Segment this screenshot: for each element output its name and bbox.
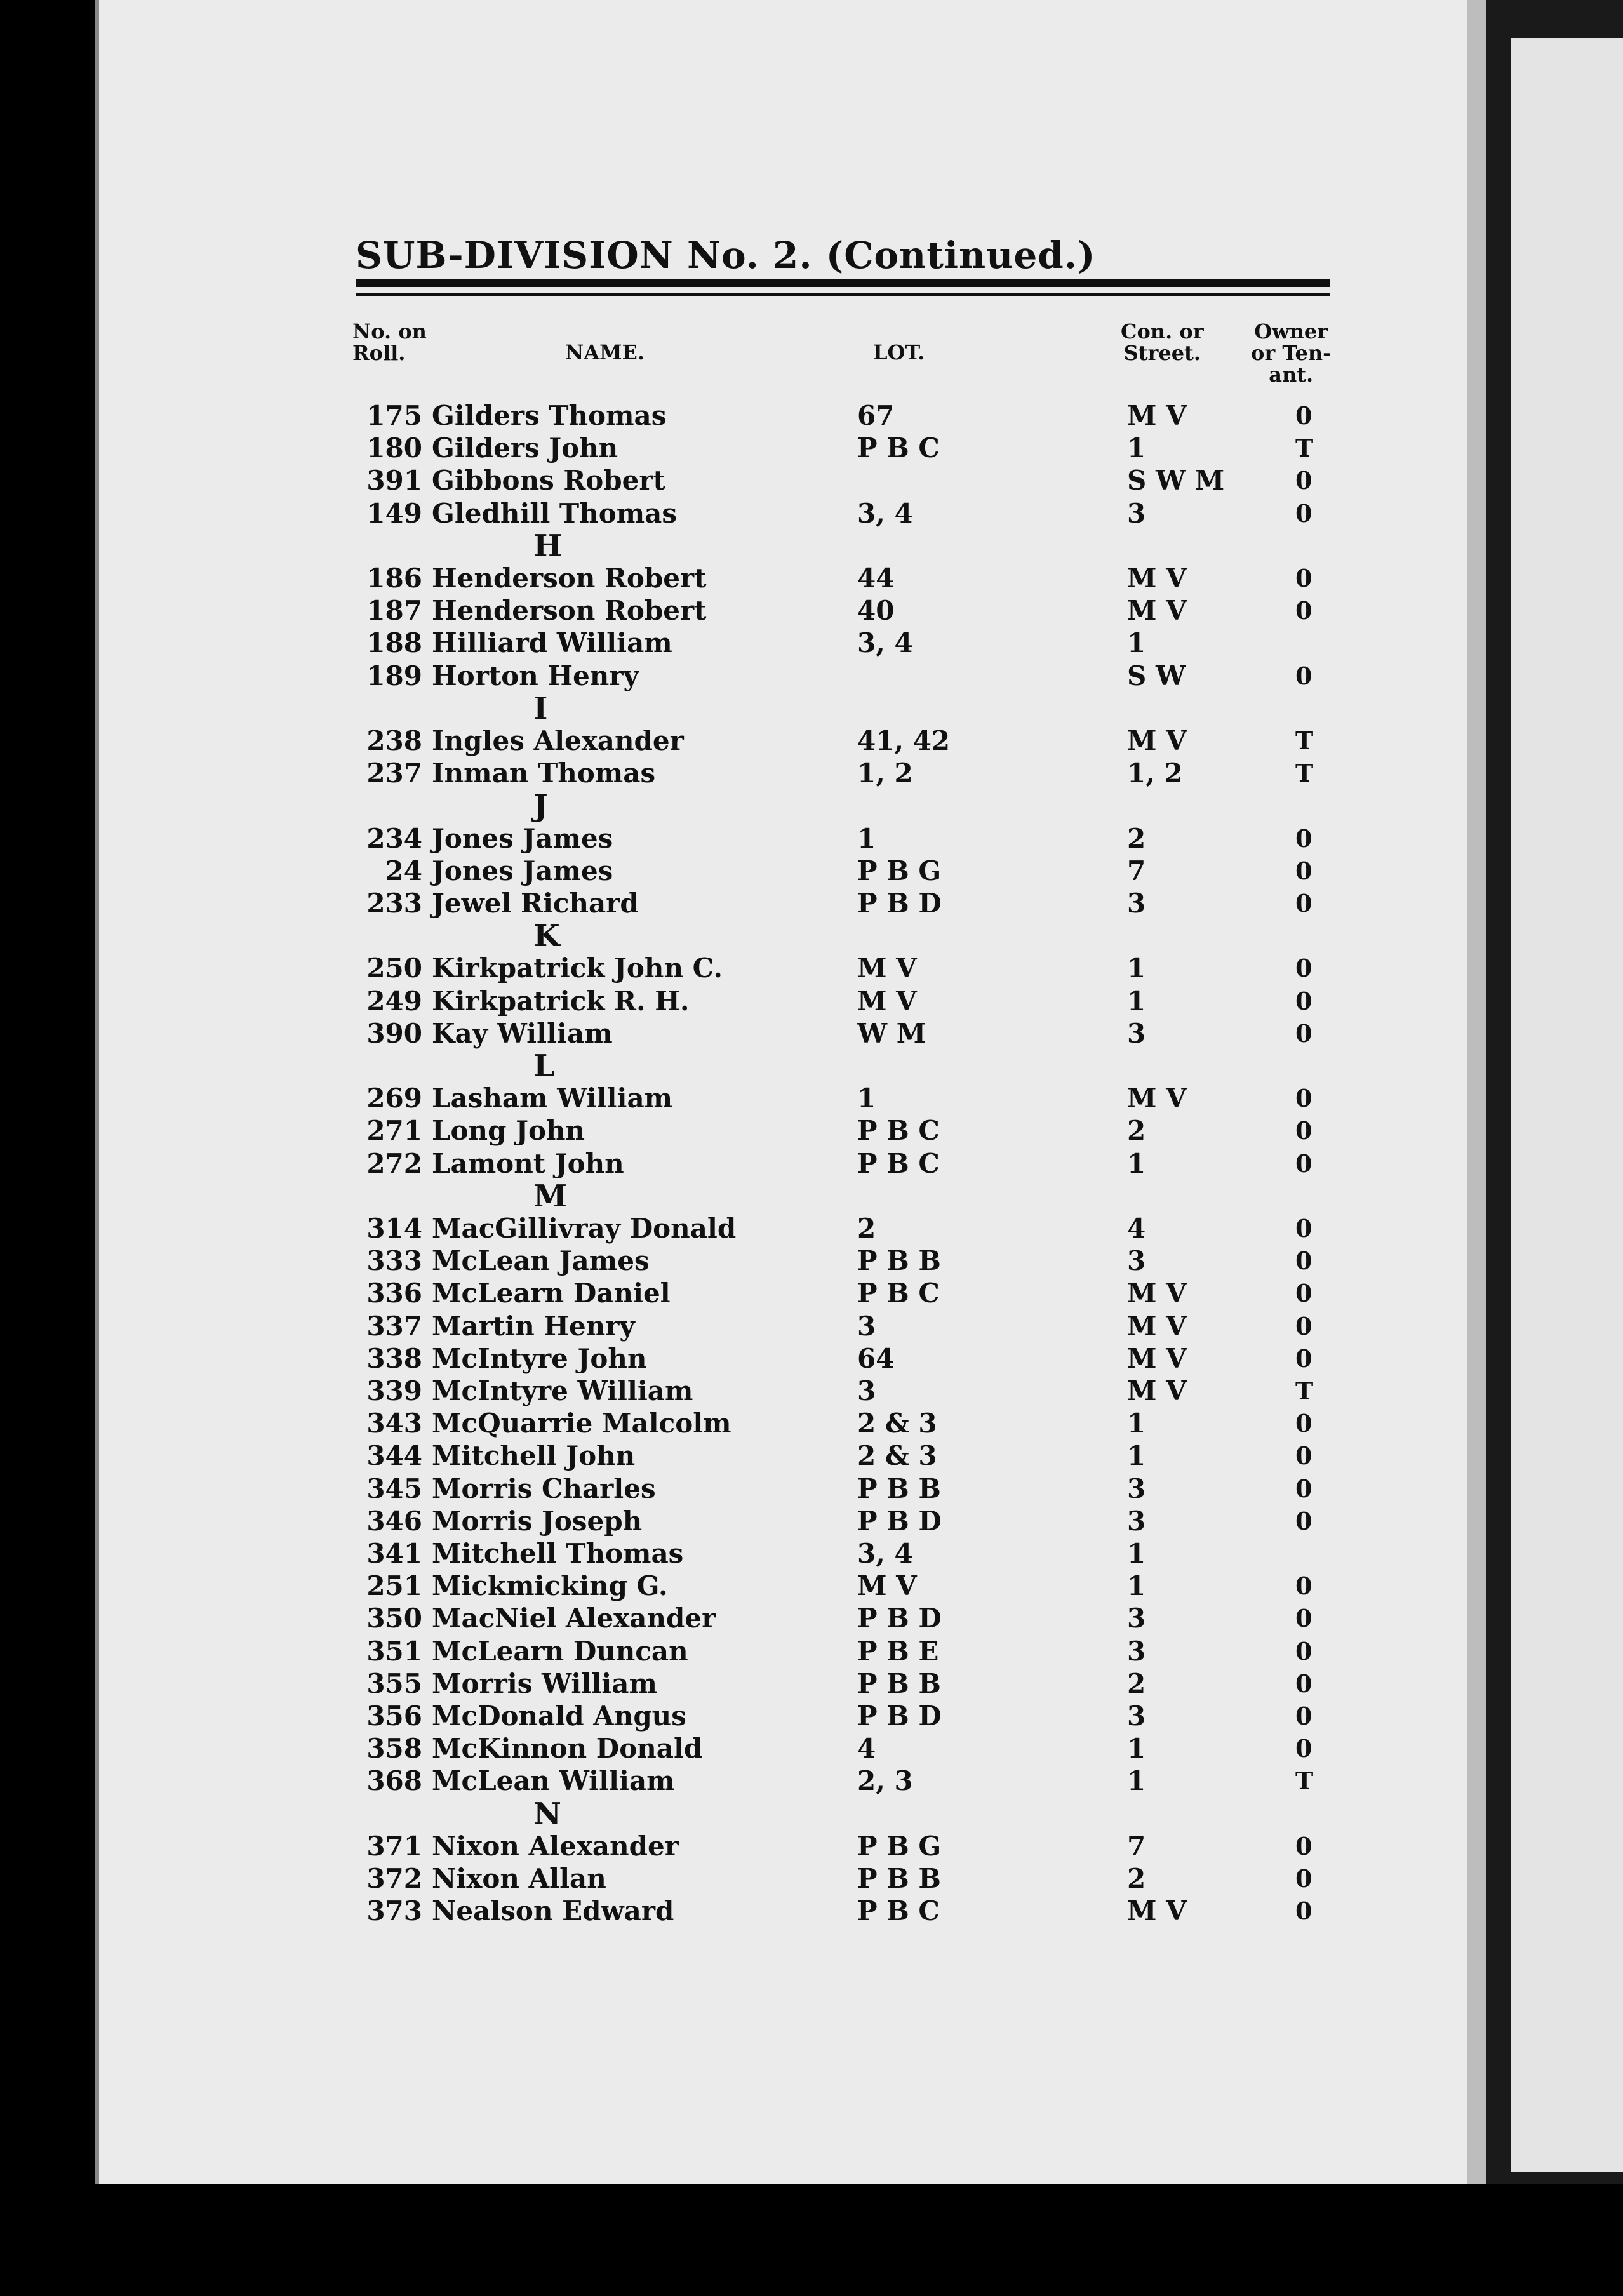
con-street-cell: 3 bbox=[1127, 1700, 1146, 1732]
owner-tenant-cell: 0 bbox=[1295, 1831, 1312, 1860]
con-street-cell: 4 bbox=[1127, 1213, 1146, 1244]
person-name: Mitchell Thomas bbox=[432, 1538, 684, 1569]
roll-number: 233 bbox=[366, 888, 422, 919]
lot-cell: 64 bbox=[857, 1342, 895, 1374]
lot-cell: P B E bbox=[857, 1635, 939, 1667]
section-letter: I bbox=[533, 690, 548, 726]
table-row bbox=[352, 595, 1330, 627]
person-name: Morris Charles bbox=[432, 1472, 656, 1504]
con-street-cell: M V bbox=[1127, 1083, 1187, 1114]
lot-cell: 40 bbox=[857, 595, 895, 627]
lot-cell: W M bbox=[857, 1017, 926, 1049]
table-row bbox=[352, 1505, 1330, 1537]
table-row bbox=[352, 627, 1330, 659]
owner-tenant-cell: 0 bbox=[1295, 889, 1312, 918]
person-name: Lasham William bbox=[432, 1083, 673, 1114]
lot-cell: 3 bbox=[857, 1310, 876, 1342]
section-letter: J bbox=[533, 788, 548, 824]
table-row bbox=[352, 1018, 1330, 1050]
roll-number: 346 bbox=[366, 1505, 422, 1537]
lot-cell: P B C bbox=[857, 1147, 940, 1179]
table-row bbox=[352, 1343, 1330, 1375]
roll-number: 333 bbox=[366, 1245, 422, 1277]
lot-cell: 3, 4 bbox=[857, 497, 913, 529]
table-row bbox=[352, 1245, 1330, 1277]
con-street-cell: 1 bbox=[1127, 1440, 1146, 1472]
con-street-cell: 3 bbox=[1127, 888, 1146, 919]
roll-number: 371 bbox=[366, 1830, 422, 1862]
roll-number: 149 bbox=[366, 497, 422, 529]
person-name: Long John bbox=[432, 1115, 585, 1147]
owner-tenant-cell: 0 bbox=[1295, 564, 1312, 592]
con-street-cell: M V bbox=[1127, 1278, 1187, 1309]
con-street-cell: 1, 2 bbox=[1127, 758, 1183, 789]
lot-cell: M V bbox=[857, 952, 917, 984]
roll-number: 186 bbox=[366, 563, 422, 594]
con-street-cell: 3 bbox=[1127, 1472, 1146, 1504]
person-name: Lamont John bbox=[432, 1147, 624, 1179]
roll-number: 271 bbox=[366, 1115, 422, 1147]
roll-number: 338 bbox=[366, 1342, 422, 1374]
lot-cell: P B B bbox=[857, 1472, 941, 1504]
con-street-cell: S W bbox=[1127, 660, 1186, 691]
table-row bbox=[352, 1538, 1330, 1570]
table-row bbox=[352, 498, 1330, 530]
table-row bbox=[352, 1733, 1330, 1765]
table-row bbox=[352, 952, 1330, 984]
person-name: McQuarrie Malcolm bbox=[432, 1408, 731, 1439]
con-street-cell: 1 bbox=[1127, 1538, 1146, 1569]
lot-cell: P B G bbox=[857, 855, 942, 886]
roll-number: 350 bbox=[366, 1603, 422, 1634]
person-name: McLearn Daniel bbox=[432, 1278, 671, 1309]
roll-number: 175 bbox=[366, 400, 422, 431]
person-name: Gilders John bbox=[432, 432, 618, 464]
table-row bbox=[352, 432, 1330, 464]
roll-number: 24 bbox=[385, 855, 422, 886]
con-street-cell: M V bbox=[1127, 725, 1187, 756]
roll-number: 391 bbox=[366, 465, 422, 497]
person-name: McIntyre William bbox=[432, 1375, 693, 1406]
table-row bbox=[352, 1700, 1330, 1732]
con-street-cell: 1 bbox=[1127, 1408, 1146, 1439]
person-name: Henderson Robert bbox=[432, 563, 707, 594]
title-rule-thick bbox=[356, 279, 1330, 287]
lot-cell: P B D bbox=[857, 888, 942, 919]
con-street-cell: M V bbox=[1127, 1375, 1187, 1406]
roll-number: 390 bbox=[366, 1017, 422, 1049]
lot-cell: 2 bbox=[857, 1213, 876, 1244]
table-row bbox=[352, 1570, 1330, 1602]
roll-number: 344 bbox=[366, 1440, 422, 1472]
owner-tenant-cell: 0 bbox=[1295, 1506, 1312, 1535]
con-street-cell: 1 bbox=[1127, 985, 1146, 1017]
roll-number: 373 bbox=[366, 1895, 422, 1927]
table-row bbox=[352, 725, 1330, 757]
person-name: Jewel Richard bbox=[432, 888, 639, 919]
person-name: Nixon Alexander bbox=[432, 1830, 679, 1862]
roll-number: 249 bbox=[366, 985, 422, 1017]
con-street-cell: M V bbox=[1127, 1342, 1187, 1374]
table-row bbox=[352, 1765, 1330, 1797]
roll-number: 358 bbox=[366, 1733, 422, 1765]
person-name: Gibbons Robert bbox=[432, 465, 665, 497]
owner-tenant-cell: 0 bbox=[1295, 1636, 1312, 1665]
con-street-cell: 3 bbox=[1127, 497, 1146, 529]
page-title: SUB-DIVISION No. 2. (Continued.) bbox=[356, 234, 1096, 277]
table-row bbox=[352, 660, 1330, 692]
lot-cell: 3 bbox=[857, 1375, 876, 1406]
roll-number: 343 bbox=[366, 1408, 422, 1439]
header-owner-tenant: Owner or Ten- ant. bbox=[1251, 319, 1332, 387]
con-street-cell: 2 bbox=[1127, 1863, 1146, 1894]
table-row bbox=[352, 1636, 1330, 1667]
person-name: MacGillivray Donald bbox=[432, 1213, 737, 1244]
lot-cell: 67 bbox=[857, 400, 895, 431]
owner-tenant-cell: 0 bbox=[1295, 1116, 1312, 1145]
person-name: McIntyre John bbox=[432, 1342, 647, 1374]
con-street-cell: 3 bbox=[1127, 1017, 1146, 1049]
lot-cell: P B G bbox=[857, 1830, 942, 1862]
con-street-cell: 1 bbox=[1127, 952, 1146, 984]
roll-number: 372 bbox=[366, 1863, 422, 1894]
owner-tenant-cell: 0 bbox=[1295, 1084, 1312, 1113]
person-name: McLean William bbox=[432, 1765, 675, 1797]
owner-tenant-cell: 0 bbox=[1295, 1214, 1312, 1243]
lot-cell: P B C bbox=[857, 1278, 940, 1309]
lot-cell: 3, 4 bbox=[857, 1538, 913, 1569]
table-row bbox=[352, 1603, 1330, 1634]
table-row bbox=[352, 855, 1330, 887]
person-name: Ingles Alexander bbox=[432, 725, 684, 756]
roll-number: 187 bbox=[366, 595, 422, 627]
lot-cell: M V bbox=[857, 1570, 917, 1602]
owner-tenant-cell: T bbox=[1295, 759, 1314, 788]
owner-tenant-cell: T bbox=[1295, 726, 1314, 755]
owner-tenant-cell: 0 bbox=[1295, 1604, 1312, 1633]
table-row bbox=[352, 758, 1330, 789]
roll-number: 355 bbox=[366, 1667, 422, 1699]
person-name: McDonald Angus bbox=[432, 1700, 686, 1732]
lot-cell: 2 & 3 bbox=[857, 1440, 937, 1472]
lot-cell: 1 bbox=[857, 1083, 876, 1114]
owner-tenant-cell: 0 bbox=[1295, 1311, 1312, 1340]
lot-cell: P B B bbox=[857, 1667, 941, 1699]
header-con-street: Con. or Street. bbox=[1121, 319, 1204, 365]
page-gutter bbox=[1467, 0, 1486, 2184]
owner-tenant-cell: 0 bbox=[1295, 1279, 1312, 1308]
owner-tenant-cell: 0 bbox=[1295, 1018, 1312, 1048]
section-letter: N bbox=[533, 1796, 561, 1832]
person-name: Kirkpatrick John C. bbox=[432, 952, 723, 984]
person-name: Martin Henry bbox=[432, 1310, 635, 1342]
owner-tenant-cell: 0 bbox=[1295, 466, 1312, 495]
con-street-cell: 7 bbox=[1127, 855, 1146, 886]
lot-cell: 1, 2 bbox=[857, 758, 913, 789]
roll-number: 188 bbox=[366, 627, 422, 659]
lot-cell: 3, 4 bbox=[857, 627, 913, 659]
person-name: Mitchell John bbox=[432, 1440, 636, 1472]
table-row bbox=[352, 1115, 1330, 1147]
owner-tenant-cell: 0 bbox=[1295, 1246, 1312, 1276]
lot-cell: M V bbox=[857, 985, 917, 1017]
lot-cell: P B C bbox=[857, 432, 940, 464]
lot-cell: 4 bbox=[857, 1733, 876, 1765]
roll-number: 356 bbox=[366, 1700, 422, 1732]
section-letter: M bbox=[533, 1178, 568, 1214]
con-street-cell: 2 bbox=[1127, 1667, 1146, 1699]
con-street-cell: M V bbox=[1127, 1310, 1187, 1342]
person-name: Morris Joseph bbox=[432, 1505, 643, 1537]
owner-tenant-cell: 0 bbox=[1295, 1409, 1312, 1438]
person-name: McLearn Duncan bbox=[432, 1635, 688, 1667]
table-row bbox=[352, 400, 1330, 432]
roll-number: 234 bbox=[366, 822, 422, 854]
owner-tenant-cell: T bbox=[1295, 1377, 1314, 1405]
roll-number: 189 bbox=[366, 660, 422, 691]
person-name: Mickmicking G. bbox=[432, 1570, 668, 1602]
roll-number: 314 bbox=[366, 1213, 422, 1244]
lot-cell: 1 bbox=[857, 822, 876, 854]
owner-tenant-cell: T bbox=[1295, 434, 1314, 463]
owner-tenant-cell: T bbox=[1295, 1766, 1314, 1796]
person-name: Gledhill Thomas bbox=[432, 497, 678, 529]
table-row bbox=[352, 985, 1330, 1017]
con-street-cell: S W M bbox=[1127, 465, 1225, 497]
table-row bbox=[352, 888, 1330, 919]
lot-cell: P B D bbox=[857, 1700, 942, 1732]
con-street-cell: 1 bbox=[1127, 432, 1146, 464]
owner-tenant-cell: 0 bbox=[1295, 824, 1312, 853]
con-street-cell: 1 bbox=[1127, 627, 1146, 659]
owner-tenant-cell: 0 bbox=[1295, 1669, 1312, 1698]
lot-cell: P B B bbox=[857, 1863, 941, 1894]
table-row bbox=[352, 1668, 1330, 1700]
lot-cell: P B D bbox=[857, 1603, 942, 1634]
person-name: Kirkpatrick R. H. bbox=[432, 985, 690, 1017]
roll-number: 250 bbox=[366, 952, 422, 984]
con-street-cell: M V bbox=[1127, 563, 1187, 594]
person-name: Kay William bbox=[432, 1017, 613, 1049]
owner-tenant-cell: 0 bbox=[1295, 1734, 1312, 1763]
owner-tenant-cell: 0 bbox=[1295, 1572, 1312, 1601]
person-name: McLean James bbox=[432, 1245, 650, 1277]
con-street-cell: 3 bbox=[1127, 1245, 1146, 1277]
table-row bbox=[352, 1213, 1330, 1245]
person-name: Inman Thomas bbox=[432, 758, 656, 789]
roll-number: 272 bbox=[366, 1147, 422, 1179]
owner-tenant-cell: 0 bbox=[1295, 1864, 1312, 1893]
lot-cell: P B B bbox=[857, 1245, 941, 1277]
owner-tenant-cell: 0 bbox=[1295, 1441, 1312, 1471]
roll-number: 237 bbox=[366, 758, 422, 789]
con-street-cell: 1 bbox=[1127, 1765, 1146, 1797]
table-row bbox=[352, 1375, 1330, 1407]
con-street-cell: 1 bbox=[1127, 1733, 1146, 1765]
roll-number: 269 bbox=[366, 1083, 422, 1114]
con-street-cell: 1 bbox=[1127, 1147, 1146, 1179]
con-street-cell: M V bbox=[1127, 595, 1187, 627]
person-name: McKinnon Donald bbox=[432, 1733, 703, 1765]
owner-tenant-cell: 0 bbox=[1295, 661, 1312, 690]
header-name: NAME. bbox=[565, 340, 645, 364]
owner-tenant-cell: 0 bbox=[1295, 1344, 1312, 1373]
person-name: Henderson Robert bbox=[432, 595, 707, 627]
con-street-cell: 3 bbox=[1127, 1603, 1146, 1634]
table-row bbox=[352, 823, 1330, 855]
lot-cell: P B C bbox=[857, 1115, 940, 1147]
table-row bbox=[352, 563, 1330, 594]
owner-tenant-cell: 0 bbox=[1295, 1474, 1312, 1503]
table-row bbox=[352, 1473, 1330, 1505]
table-row bbox=[352, 1278, 1330, 1309]
table-row bbox=[352, 1863, 1330, 1895]
person-name: Hilliard William bbox=[432, 627, 672, 659]
owner-tenant-cell: 0 bbox=[1295, 954, 1312, 983]
person-name: Jones James bbox=[432, 855, 613, 886]
table-row bbox=[352, 1083, 1330, 1114]
header-lot: LOT. bbox=[873, 340, 925, 364]
owner-tenant-cell: 0 bbox=[1295, 986, 1312, 1015]
con-street-cell: M V bbox=[1127, 1895, 1187, 1927]
roll-number: 351 bbox=[366, 1635, 422, 1667]
person-name: MacNiel Alexander bbox=[432, 1603, 716, 1634]
person-name: Horton Henry bbox=[432, 660, 639, 691]
section-letter: H bbox=[533, 528, 563, 564]
owner-tenant-cell: 0 bbox=[1295, 1702, 1312, 1730]
owner-tenant-cell: 0 bbox=[1295, 856, 1312, 885]
adjacent-page bbox=[1511, 38, 1623, 2172]
roll-number: 337 bbox=[366, 1310, 422, 1342]
con-street-cell: 3 bbox=[1127, 1635, 1146, 1667]
lot-cell: 2, 3 bbox=[857, 1765, 913, 1797]
lot-cell: P B C bbox=[857, 1895, 940, 1927]
roll-number: 238 bbox=[366, 725, 422, 756]
roll-number: 341 bbox=[366, 1538, 422, 1569]
con-street-cell: 7 bbox=[1127, 1830, 1146, 1862]
con-street-cell: 1 bbox=[1127, 1570, 1146, 1602]
roll-number: 336 bbox=[366, 1278, 422, 1309]
roll-number: 345 bbox=[366, 1472, 422, 1504]
lot-cell: 41, 42 bbox=[857, 725, 951, 756]
table-row bbox=[352, 1311, 1330, 1342]
owner-tenant-cell: 0 bbox=[1295, 1149, 1312, 1178]
owner-tenant-cell: 0 bbox=[1295, 401, 1312, 430]
person-name: Nixon Allan bbox=[432, 1863, 606, 1894]
con-street-cell: 3 bbox=[1127, 1505, 1146, 1537]
roll-number: 339 bbox=[366, 1375, 422, 1406]
person-name: Jones James bbox=[432, 822, 613, 854]
con-street-cell: M V bbox=[1127, 400, 1187, 431]
table-row bbox=[352, 1831, 1330, 1862]
table-row bbox=[352, 1408, 1330, 1439]
section-letter: K bbox=[533, 918, 560, 954]
section-letter: L bbox=[533, 1048, 555, 1084]
owner-tenant-cell: 0 bbox=[1295, 596, 1312, 625]
header-roll: No. on Roll. bbox=[352, 319, 427, 365]
title-rule-thin bbox=[356, 293, 1330, 296]
lot-cell: P B D bbox=[857, 1505, 942, 1537]
roll-number: 368 bbox=[366, 1765, 422, 1797]
person-name: Nealson Edward bbox=[432, 1895, 674, 1927]
con-street-cell: 2 bbox=[1127, 1115, 1146, 1147]
table-row bbox=[352, 1148, 1330, 1180]
person-name: Gilders Thomas bbox=[432, 400, 667, 431]
table-row bbox=[352, 465, 1330, 497]
lot-cell: 2 & 3 bbox=[857, 1408, 937, 1439]
roll-number: 180 bbox=[366, 432, 422, 464]
con-street-cell: 2 bbox=[1127, 822, 1146, 854]
table-row bbox=[352, 1440, 1330, 1472]
owner-tenant-cell: 0 bbox=[1295, 1897, 1312, 1926]
lot-cell: 44 bbox=[857, 563, 895, 594]
table-row bbox=[352, 1895, 1330, 1927]
owner-tenant-cell: 0 bbox=[1295, 498, 1312, 528]
person-name: Morris William bbox=[432, 1667, 657, 1699]
roll-number: 251 bbox=[366, 1570, 422, 1602]
